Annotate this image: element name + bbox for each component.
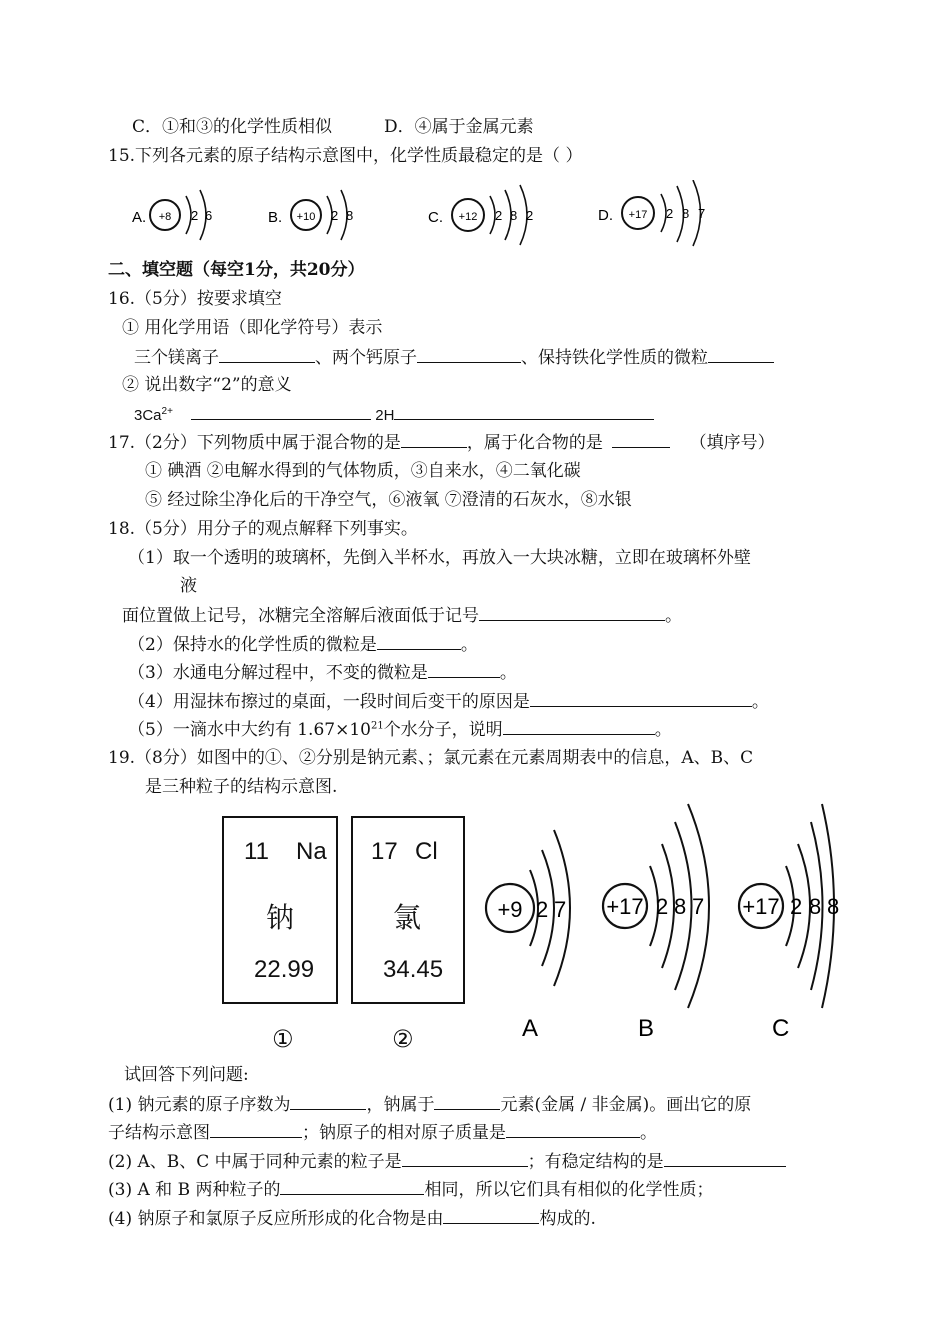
q18-p5b-text: 个水分子，说明 (383, 720, 503, 740)
q18-p5-exponent: 21 (370, 720, 384, 732)
q17-blank-2[interactable] (612, 431, 670, 448)
q18-p1c-text: 面位置做上记号，冰糖完全溶解后液面低于记号 (122, 606, 479, 626)
q18-p1a: （1）取一个透明的玻璃杯，先倒入半杯水，再放入一大块冰糖，立即在玻璃杯外壁 (128, 548, 751, 568)
q19-a2b: ；有稳定结构的是 (527, 1152, 664, 1172)
svg-text:7: 7 (554, 897, 567, 922)
q18-p4 (128, 690, 769, 713)
q19-a1c: 元素(金属 / 非金属)。画出它的原 (500, 1095, 752, 1115)
svg-text:+10: +10 (296, 211, 316, 223)
svg-text:D.: D. (598, 207, 613, 224)
svg-text:2: 2 (536, 897, 549, 922)
q18-p4-text: （4）用湿抹布擦过的桌面，一段时间后变干的原因是 (128, 692, 530, 712)
q18-end-1: 。 (665, 606, 682, 626)
card-cl-number: 17 (371, 838, 398, 865)
q17-items-2: ⑤ 经过除尘净化后的干净空气，⑥液氧 ⑦澄清的石灰水，⑧水银 (145, 490, 632, 510)
q19-answer-1b (108, 1121, 657, 1144)
q16-blank-1[interactable] (219, 346, 315, 363)
svg-text:8: 8 (674, 894, 687, 919)
q16-part1: ① 用化学用语（即化学符号）表示 (122, 318, 383, 338)
q17-stem-a: 17.（2分）下列物质中属于混合物的是 (108, 433, 401, 453)
q19-blank-4[interactable] (506, 1121, 640, 1138)
q17-stem-c: （填序号） (689, 433, 775, 453)
q19-answer-3 (108, 1178, 713, 1201)
card-cl-mass: 34.45 (383, 956, 444, 983)
svg-text:8: 8 (827, 894, 840, 919)
q18-p2 (128, 633, 478, 656)
q17-stem-b: ，属于化合物的是 (466, 433, 603, 453)
q16-line1-b: 、两个钙原子 (315, 348, 417, 368)
q18-stem: 18.（5分）用分子的观点解释下列事实。 (108, 519, 418, 539)
q18-p1c (122, 604, 682, 627)
q19-a2a: (2) A、B、C 中属于同种元素的粒子是 (108, 1152, 402, 1172)
q18-p3 (128, 661, 517, 684)
q18-end-2: 。 (460, 635, 478, 655)
svg-text:A.: A. (132, 209, 147, 226)
q18-p1b: 液 (180, 576, 197, 596)
q18-blank-2[interactable] (377, 633, 461, 650)
card-na-symbol: Na (296, 838, 327, 865)
element-card-chlorine (351, 816, 465, 1004)
svg-text:A: A (522, 1015, 539, 1042)
card-tag-2: ② (392, 1026, 414, 1053)
q17-blank-1[interactable] (401, 431, 467, 448)
svg-text:2: 2 (526, 208, 534, 223)
svg-text:C: C (772, 1015, 790, 1042)
q19-blank-5[interactable] (402, 1150, 528, 1167)
q19-answer-1 (108, 1093, 751, 1116)
q18-blank-4[interactable] (530, 690, 752, 707)
q19-a4b: 构成的. (539, 1209, 596, 1229)
svg-text:2: 2 (656, 894, 669, 919)
svg-text:+17: +17 (628, 209, 648, 221)
q19-blank-6[interactable] (664, 1150, 786, 1167)
q15-atom-diagrams (120, 180, 740, 250)
svg-text:8: 8 (510, 208, 518, 223)
q19-a3b: 相同，所以它们具有相似的化学性质； (424, 1180, 714, 1200)
svg-text:2: 2 (666, 206, 674, 221)
q18-blank-5[interactable] (503, 718, 655, 735)
q18-blank-3[interactable] (428, 661, 500, 678)
svg-text:2: 2 (495, 208, 503, 223)
q16-line1-a: 三个镁离子 (134, 348, 219, 368)
svg-text:7: 7 (692, 894, 705, 919)
q19-a1b: ，钠属于 (366, 1095, 435, 1115)
svg-text:B: B (638, 1015, 655, 1042)
q19-blank-7[interactable] (280, 1178, 424, 1195)
q15-option-b-diagram (268, 190, 353, 240)
svg-text:C.: C. (428, 209, 443, 226)
q16-h2: 2H (375, 407, 395, 424)
q15-option-c-diagram (428, 185, 533, 245)
svg-text:2: 2 (191, 208, 199, 223)
svg-text:+8: +8 (158, 211, 172, 223)
card-tag-1: ① (272, 1026, 294, 1053)
q19-a1e: ；钠原子的相对原子质量是 (302, 1123, 506, 1143)
q19-blank-3[interactable] (210, 1121, 302, 1138)
particle-a-diagram (486, 830, 570, 1042)
q16-stem: 16.（5分）按要求填空 (108, 289, 282, 309)
q19-answer-2 (108, 1150, 786, 1173)
q19-stem-1: 19.（8分）如图中的①、②分别是钠元素、；氯元素在元素周期表中的信息，A、B、C (108, 748, 754, 768)
q19-a1d: 子结构示意图 (108, 1123, 210, 1143)
card-cl-symbol: Cl (415, 838, 438, 865)
q19-a3a: (3) A 和 B 两种粒子的 (108, 1180, 281, 1200)
q19-a4a: (4) 钠原子和氯原子反应所形成的化合物是由 (108, 1209, 444, 1229)
q14-option-c: C．①和③的化学性质相似 (132, 117, 333, 137)
svg-text:+9: +9 (497, 897, 523, 922)
q19-stem-2: 是三种粒子的结构示意图. (145, 777, 338, 797)
q15-stem: 15.下列各元素的原子结构示意图中，化学性质最稳定的是（ ） (108, 146, 583, 166)
svg-text:8: 8 (809, 894, 822, 919)
svg-text:7: 7 (698, 206, 706, 221)
q16-blank-3[interactable] (708, 346, 774, 363)
svg-text:2: 2 (331, 208, 339, 223)
q19-particle-diagrams (470, 800, 850, 1050)
q19-blank-1[interactable] (290, 1093, 366, 1110)
q18-p5a-text: （5）一滴水中大约有 1.67×10 (128, 720, 371, 740)
q16-ca-ion: 3Ca (134, 407, 162, 424)
q16-line1-c: 、保持铁化学性质的微粒 (521, 348, 708, 368)
q16-blank-2[interactable] (417, 346, 521, 363)
svg-text:B.: B. (268, 209, 283, 226)
q19-end-1: 。 (640, 1123, 657, 1143)
q19-prompt: 试回答下列问题: (124, 1065, 249, 1085)
q18-end-5: 。 (654, 720, 672, 740)
q17-stem (108, 431, 775, 454)
svg-text:6: 6 (205, 208, 213, 223)
svg-text:2: 2 (790, 894, 803, 919)
q16-line2 (134, 403, 654, 427)
q19-blank-8[interactable] (443, 1207, 539, 1224)
q18-end-3: 。 (499, 663, 517, 683)
svg-text:+12: +12 (458, 211, 478, 223)
q18-end-4: 。 (751, 692, 769, 712)
card-na-name: 钠 (266, 901, 295, 934)
q15-option-a-diagram (132, 190, 212, 240)
svg-text:+17: +17 (606, 894, 644, 919)
q16-blank-4[interactable] (191, 403, 371, 420)
card-cl-name: 氯 (393, 901, 422, 934)
svg-text:8: 8 (682, 206, 690, 221)
q14-option-d: D．④属于金属元素 (384, 117, 534, 137)
q16-line1 (134, 346, 774, 369)
q16-ca-charge: 2+ (161, 406, 173, 417)
q15-option-d-diagram (598, 180, 705, 246)
q18-blank-1[interactable] (479, 604, 665, 621)
particle-b-diagram (603, 804, 709, 1042)
section-2-title: 二、填空题（每空1分，共20分） (108, 260, 365, 280)
svg-text:8: 8 (346, 208, 354, 223)
card-na-mass: 22.99 (254, 956, 315, 983)
q16-part2: ② 说出数字“2”的意义 (122, 375, 292, 395)
q17-items-1: ① 碘酒 ②电解水得到的气体物质，③自来水，④二氧化碳 (145, 461, 581, 481)
q18-p5 (128, 718, 672, 741)
particle-c-diagram (739, 804, 839, 1042)
q18-p3-text: （3）水通电分解过程中，不变的微粒是 (128, 663, 428, 683)
q18-p2-text: （2）保持水的化学性质的微粒是 (128, 635, 377, 655)
svg-text:+17: +17 (742, 894, 780, 919)
element-card-sodium (222, 816, 338, 1004)
card-na-number: 11 (244, 838, 269, 865)
q19-answer-4 (108, 1207, 596, 1230)
q16-blank-5[interactable] (394, 403, 654, 420)
q19-a1a: (1) 钠元素的原子序数为 (108, 1095, 291, 1115)
q19-blank-2[interactable] (434, 1093, 500, 1110)
